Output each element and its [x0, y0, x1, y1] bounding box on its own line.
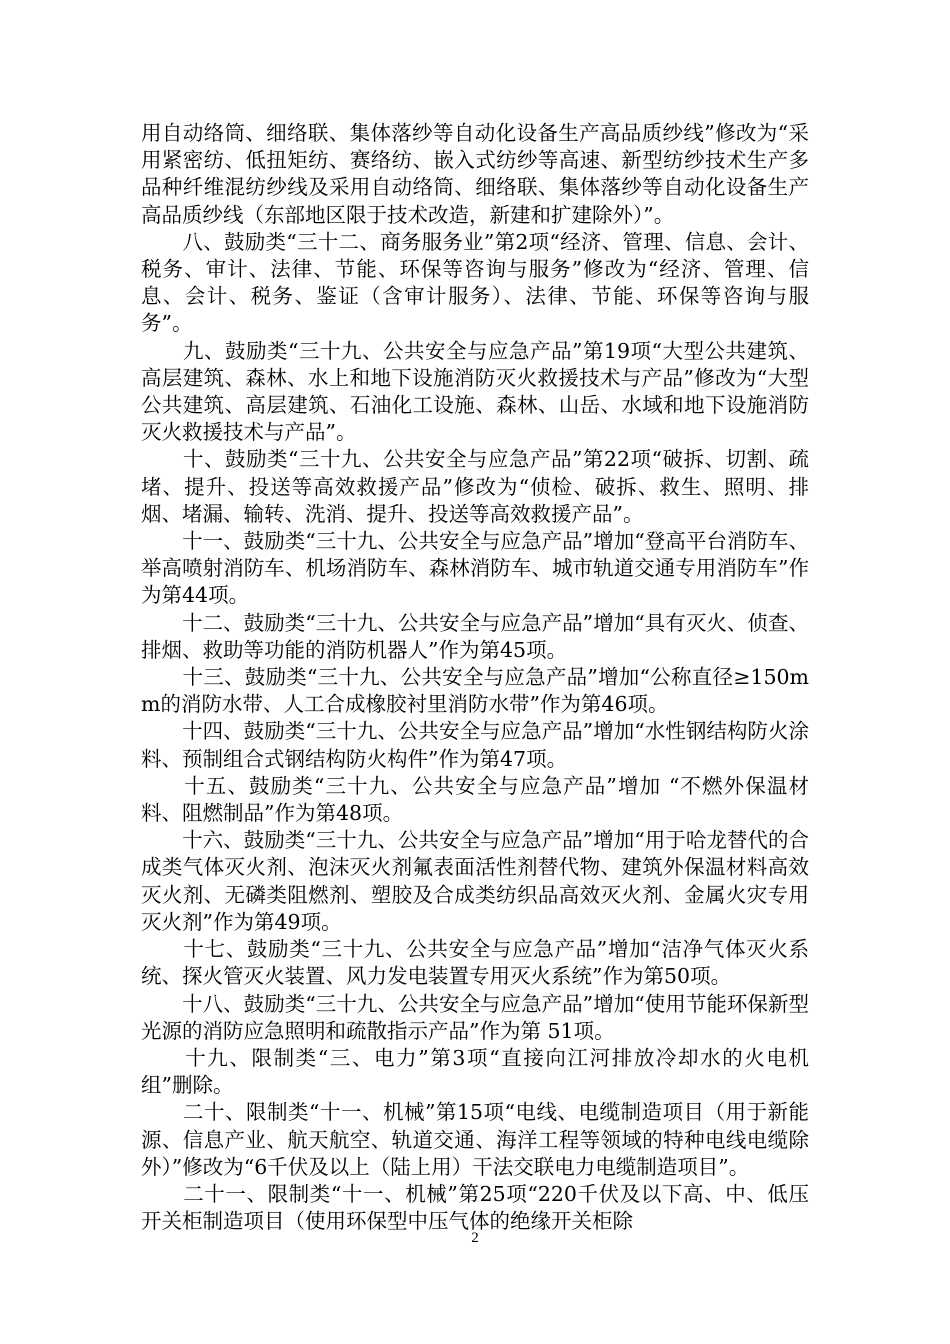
paragraph-continuation: 用自动络筒、细络联、集体落纱等自动化设备生产高品质纱线”修改为“采用紧密纺、低扭矩纺、赛络纺、嵌入式纺纱等高速、新型纺纱技术生产多品种纤维混纺纱线及采用自动络筒、细络联、集体落纱等自动化设备生产高品质纱线（东部地区限于技术改造，新建和扩建除外）”。: [141, 121, 809, 227]
paragraph-item-18: 十八、鼓励类“三十九、公共安全与应急产品”增加“使用节能环保新型光源的消防应急照明和疏散指示产品”作为第 51项。: [141, 991, 809, 1043]
paragraph-item-8: 八、鼓励类“三十二、商务服务业”第2项“经济、管理、信息、会计、税务、审计、法律、节能、环保等咨询与服务”修改为“经济、管理、信息、会计、税务、鉴证（含审计服务）、法律、节能、环保等咨询与服务”。: [141, 229, 809, 336]
document-body: [141, 120, 809, 1235]
paragraph-item-11: 十一、鼓励类“三十九、公共安全与应急产品”增加“登高平台消防车、举高喷射消防车、机场消防车、森林消防车、城市轨道交通专用消防车”作为第44项。: [141, 529, 809, 608]
paragraph-item-13: 十三、鼓励类“三十九、公共安全与应急产品”增加“公称直径≥150mm的消防水带、人工合成橡胶衬里消防水带”作为第46项。: [141, 665, 809, 717]
paragraph-item-20: 二十、限制类“十一、机械”第15项“电线、电缆制造项目（用于新能源、信息产业、航天航空、轨道交通、海洋工程等领域的特种电线电缆除外）”修改为“6千伏及以上（陆上用）干法交联电力电缆制造项目”。: [141, 1100, 809, 1179]
paragraph-item-10: 十、鼓励类“三十九、公共安全与应急产品”第22项“破拆、切割、疏堵、提升、投送等高效救援产品”修改为“侦检、破拆、救生、照明、排烟、堵漏、输转、洗消、提升、投送等高效救援产品”。: [141, 447, 809, 526]
page-number: 2: [471, 1230, 479, 1246]
paragraph-item-16: 十六、鼓励类“三十九、公共安全与应急产品”增加“用于哈龙替代的合成类气体灭火剂、泡沫灭火剂氟表面活性剂替代物、建筑外保温材料高效灭火剂、无磷类阻燃剂、塑胶及合成类纺织品高效灭火剂、金属火灾专用灭火剂”作为第49项。: [141, 828, 809, 934]
paragraph-item-15: 十五、鼓励类“三十九、公共安全与应急产品”增加 “不燃外保温材料、阻燃制品”作为第48项。: [141, 773, 809, 826]
paragraph-item-17: 十七、鼓励类“三十九、公共安全与应急产品”增加“洁净气体灭火系统、探火管灭火装置、风力发电装置专用灭火系统”作为第50项。: [141, 937, 809, 989]
paragraph-item-21: 二十一、限制类“十一、机械”第25项“220千伏及以下高、中、低压开关柜制造项目（使用环保型中压气体的绝缘开关柜除: [141, 1181, 809, 1234]
paragraph-item-12: 十二、鼓励类“三十九、公共安全与应急产品”增加“具有灭火、侦查、排烟、救助等功能的消防机器人”作为第45项。: [141, 610, 809, 662]
paragraph-item-19: 十九、限制类“三、电力”第3项“直接向江河排放冷却水的火电机组”删除。: [141, 1045, 809, 1098]
paragraph-item-14: 十四、鼓励类“三十九、公共安全与应急产品”增加“水性钢结构防火涂料、预制组合式钢结构防火构件”作为第47项。: [141, 719, 809, 771]
paragraph-item-9: 九、鼓励类“三十九、公共安全与应急产品”第19项“大型公共建筑、高层建筑、森林、水上和地下设施消防灭火救援技术与产品”修改为“大型公共建筑、高层建筑、石油化工设施、森林、山岳、水域和地下设施消防灭火救援技术与产品”。: [141, 338, 809, 445]
